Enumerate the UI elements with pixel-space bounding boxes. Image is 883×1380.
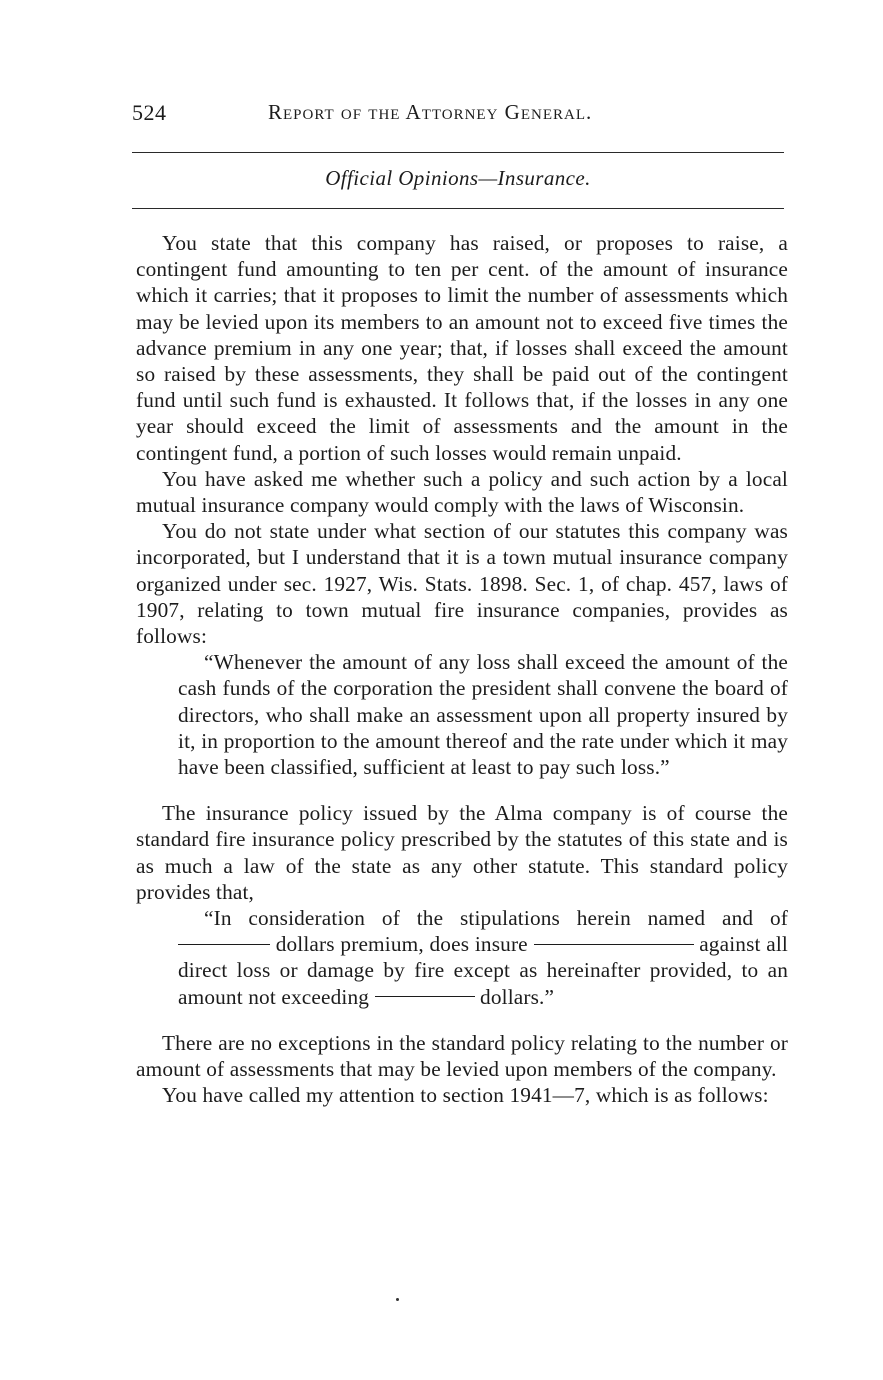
blank-insured-line <box>534 944 694 945</box>
quote-policy-text-1: “In consideration of the stipulations herein named and of <box>204 906 788 931</box>
print-speck <box>396 1298 399 1301</box>
header-rule-top <box>132 152 784 153</box>
blank-premium-line <box>178 944 270 945</box>
header-rule-bottom <box>132 208 784 209</box>
page-number: 524 <box>132 100 167 125</box>
blank-amount-line <box>375 996 475 997</box>
paragraph-question: You have asked me whether such a policy and such action by a local mutual insurance company would comply with the laws of Wisconsin. <box>136 466 788 518</box>
quote-policy-text-2: dollars premium, does insure <box>275 932 528 957</box>
quote-policy <box>178 905 788 1010</box>
quote-policy-text-4: dollars.” <box>480 984 555 1009</box>
body-text <box>136 230 788 1109</box>
paragraph-standard-policy: The insurance policy issued by the Alma company is of course the standard fire insurance policy prescribed by the statutes of this state and is as much a law of the state as any other statute. This standard policy provides that, <box>136 801 788 904</box>
quote-policy-text-3: against all direct loss or damage by fire except as hereinafter provided, to an amount not exceeding <box>178 932 789 1009</box>
paragraph-contingent-fund: You state that this company has raised, or proposes to raise, a contingent fund amounting to ten per cent. of the amount of insurance which it carries; that it proposes to limit the number of assessments which may be levied upon its members to an amount not to exceed five times the advance premium in any one year; that, if losses shall exceed the amount so raised by these assessments, they shall be paid out of the contingent fund until such fund is exhausted. It follows that, if the losses in any one year should exceed the limit of assessments and the amount in the contingent fund, a portion of such losses would remain unpaid. <box>136 231 788 465</box>
paragraph-no-exceptions: There are no exceptions in the standard policy relating to the number or amount of assessments that may be levied upon members of the company. <box>136 1030 788 1082</box>
paragraph-section-reference: You have called my attention to section 1941—7, which is as follows: <box>162 1083 769 1108</box>
paragraph-incorporation: You do not state under what section of our statutes this company was incorporated, but I understand that it is a town mutual insurance company organized under sec. 1927, Wis. Stats. 1898. Sec. 1, of chap. 457, laws of 1907, relating to town mutual fire insurance companies, provides as follows: <box>136 519 788 649</box>
running-head: Report of the Attorney General. <box>268 100 593 124</box>
section-title: Official Opinions—Insurance. <box>325 166 591 190</box>
quote-statute: “Whenever the amount of any loss shall exceed the amount of the cash funds of the corporation the president shall convene the board of directors, who shall make an assessment upon all property insured by it, in proportion to the amount thereof and the rate under which it may have been classified, sufficient at least to pay such loss.” <box>178 650 788 780</box>
